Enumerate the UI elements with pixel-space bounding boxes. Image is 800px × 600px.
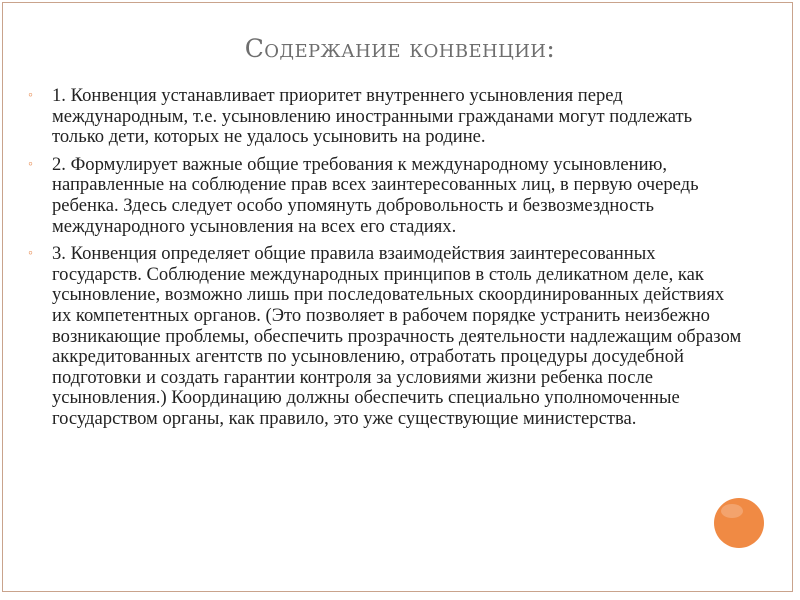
bullet-icon: ◦ bbox=[28, 246, 33, 262]
list-item-text: 2. Формулирует важные общие требования к международному усыновлению, направленные на соблюдение прав всех заинтересованных лиц, в первую очередь ребенка. Здесь следует особо упомянуть добровольность и безвозмездность международного усыновления на всех его стадиях. bbox=[52, 153, 699, 237]
list-item bbox=[28, 155, 748, 237]
bullet-list bbox=[28, 86, 748, 437]
list-item bbox=[28, 244, 748, 429]
bullet-icon: ◦ bbox=[28, 88, 33, 103]
bullet-icon: ◦ bbox=[28, 156, 33, 172]
slide-title: Содержание конвенции: bbox=[244, 34, 556, 63]
list-item-text: 3. Конвенция определяет общие правила взаимодействия заинтересованных государств. Соблюдение международных принципов в столь деликатном деле, как усыновление, возможно лишь при последовательных скоординированных действиях их компетентных органов. (Это позволяет в рабочем порядке устранить неизбежно возникающие проблемы, обеспечить прозрачность деятельности надлежащим образом аккредитованных агентств по усыновлению, отработать процедуры досудебной подготовки и создать гарантии контроля за условиями жизни ребенка после усыновления.) Координацию должны обеспечить специально уполномоченные государством органы, как правило, это уже существующие министерства. bbox=[52, 243, 742, 429]
decorative-circle-icon bbox=[714, 498, 764, 548]
list-item bbox=[28, 86, 748, 148]
list-item-text: 1. Конвенция устанавливает приоритет внутреннего усыновления перед международным, т.е. усыновлению иностранными гражданами могут подлежать только дети, которых не удалось усыновить на родине. bbox=[52, 85, 693, 148]
